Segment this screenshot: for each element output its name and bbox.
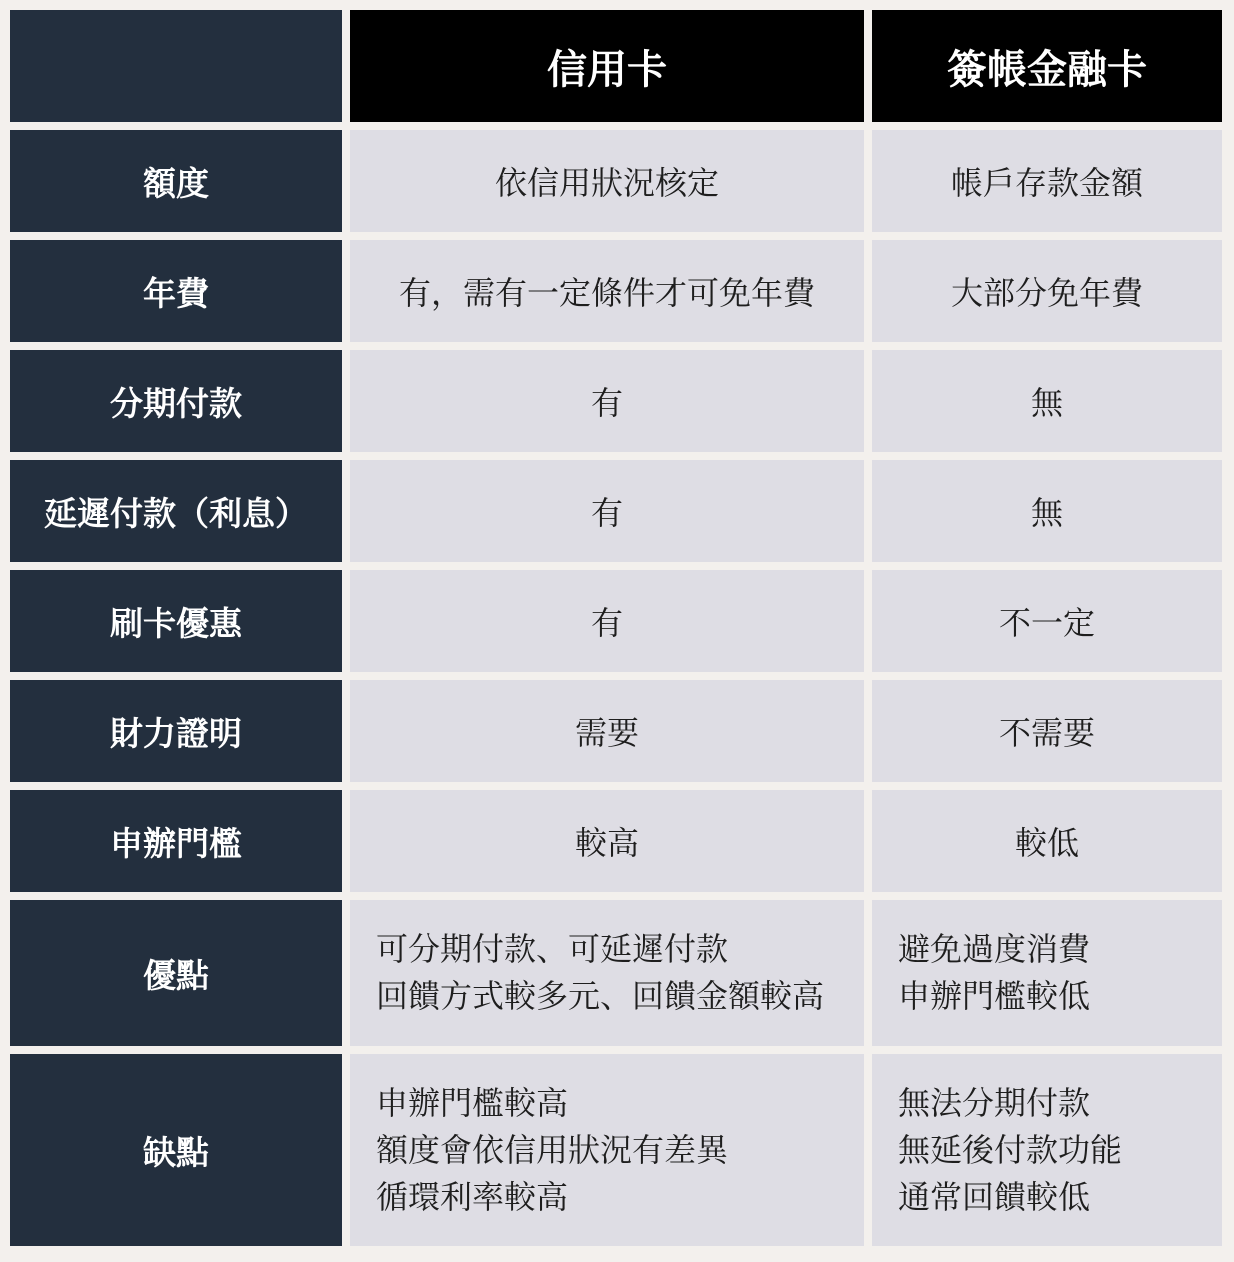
row-label-financial-proof: 財力證明	[10, 680, 342, 782]
debit-pros-list	[872, 900, 1222, 1046]
header-corner	[10, 10, 342, 122]
debit-installment-value: 無	[872, 350, 1222, 452]
credit-pros-list	[350, 900, 864, 1046]
credit-cons-line: 額度會依信用狀況有差異	[376, 1130, 729, 1169]
debit-pros-line: 避免過度消費	[898, 930, 1091, 968]
credit-cons-line: 申辦門檻較高	[376, 1083, 569, 1122]
debit-cons-line: 通常回饋較低	[898, 1177, 1091, 1216]
debit-financial-proof-value: 不需要	[872, 680, 1222, 782]
credit-annual-fee-value: 有，需有一定條件才可免年費	[350, 240, 864, 342]
row-label-limit: 額度	[10, 130, 342, 232]
credit-cons-line: 循環利率較高	[376, 1177, 569, 1216]
row-label-deferred-payment: 延遲付款（利息）	[10, 460, 342, 562]
row-label-cons: 缺點	[10, 1054, 342, 1246]
credit-financial-proof-value: 需要	[350, 680, 864, 782]
credit-limit-value: 依信用狀況核定	[350, 130, 864, 232]
debit-limit-value: 帳戶存款金額	[872, 130, 1222, 232]
debit-annual-fee-value: 大部分免年費	[872, 240, 1222, 342]
debit-application-threshold-value: 較低	[872, 790, 1222, 892]
row-label-installment: 分期付款	[10, 350, 342, 452]
debit-deferred-payment-value: 無	[872, 460, 1222, 562]
header-debit-card: 簽帳金融卡	[872, 10, 1222, 122]
debit-cons-line: 無延後付款功能	[898, 1130, 1123, 1169]
credit-deferred-payment-value: 有	[350, 460, 864, 562]
debit-card-offers-value: 不一定	[872, 570, 1222, 672]
row-label-application-threshold: 申辦門檻	[10, 790, 342, 892]
row-label-annual-fee: 年費	[10, 240, 342, 342]
debit-cons-list	[872, 1054, 1222, 1246]
credit-cons-list	[350, 1054, 864, 1246]
header-credit-card: 信用卡	[350, 10, 864, 122]
credit-pros-line: 回饋方式較多元、回饋金額較高	[376, 977, 825, 1015]
comparison-table	[10, 10, 1222, 1246]
row-label-card-offers: 刷卡優惠	[10, 570, 342, 672]
credit-card-offers-value: 有	[350, 570, 864, 672]
credit-application-threshold-value: 較高	[350, 790, 864, 892]
credit-installment-value: 有	[350, 350, 864, 452]
credit-pros-line: 可分期付款、可延遲付款	[376, 930, 729, 968]
debit-cons-line: 無法分期付款	[898, 1083, 1091, 1122]
row-label-pros: 優點	[10, 900, 342, 1046]
debit-pros-line: 申辦門檻較低	[898, 977, 1091, 1015]
